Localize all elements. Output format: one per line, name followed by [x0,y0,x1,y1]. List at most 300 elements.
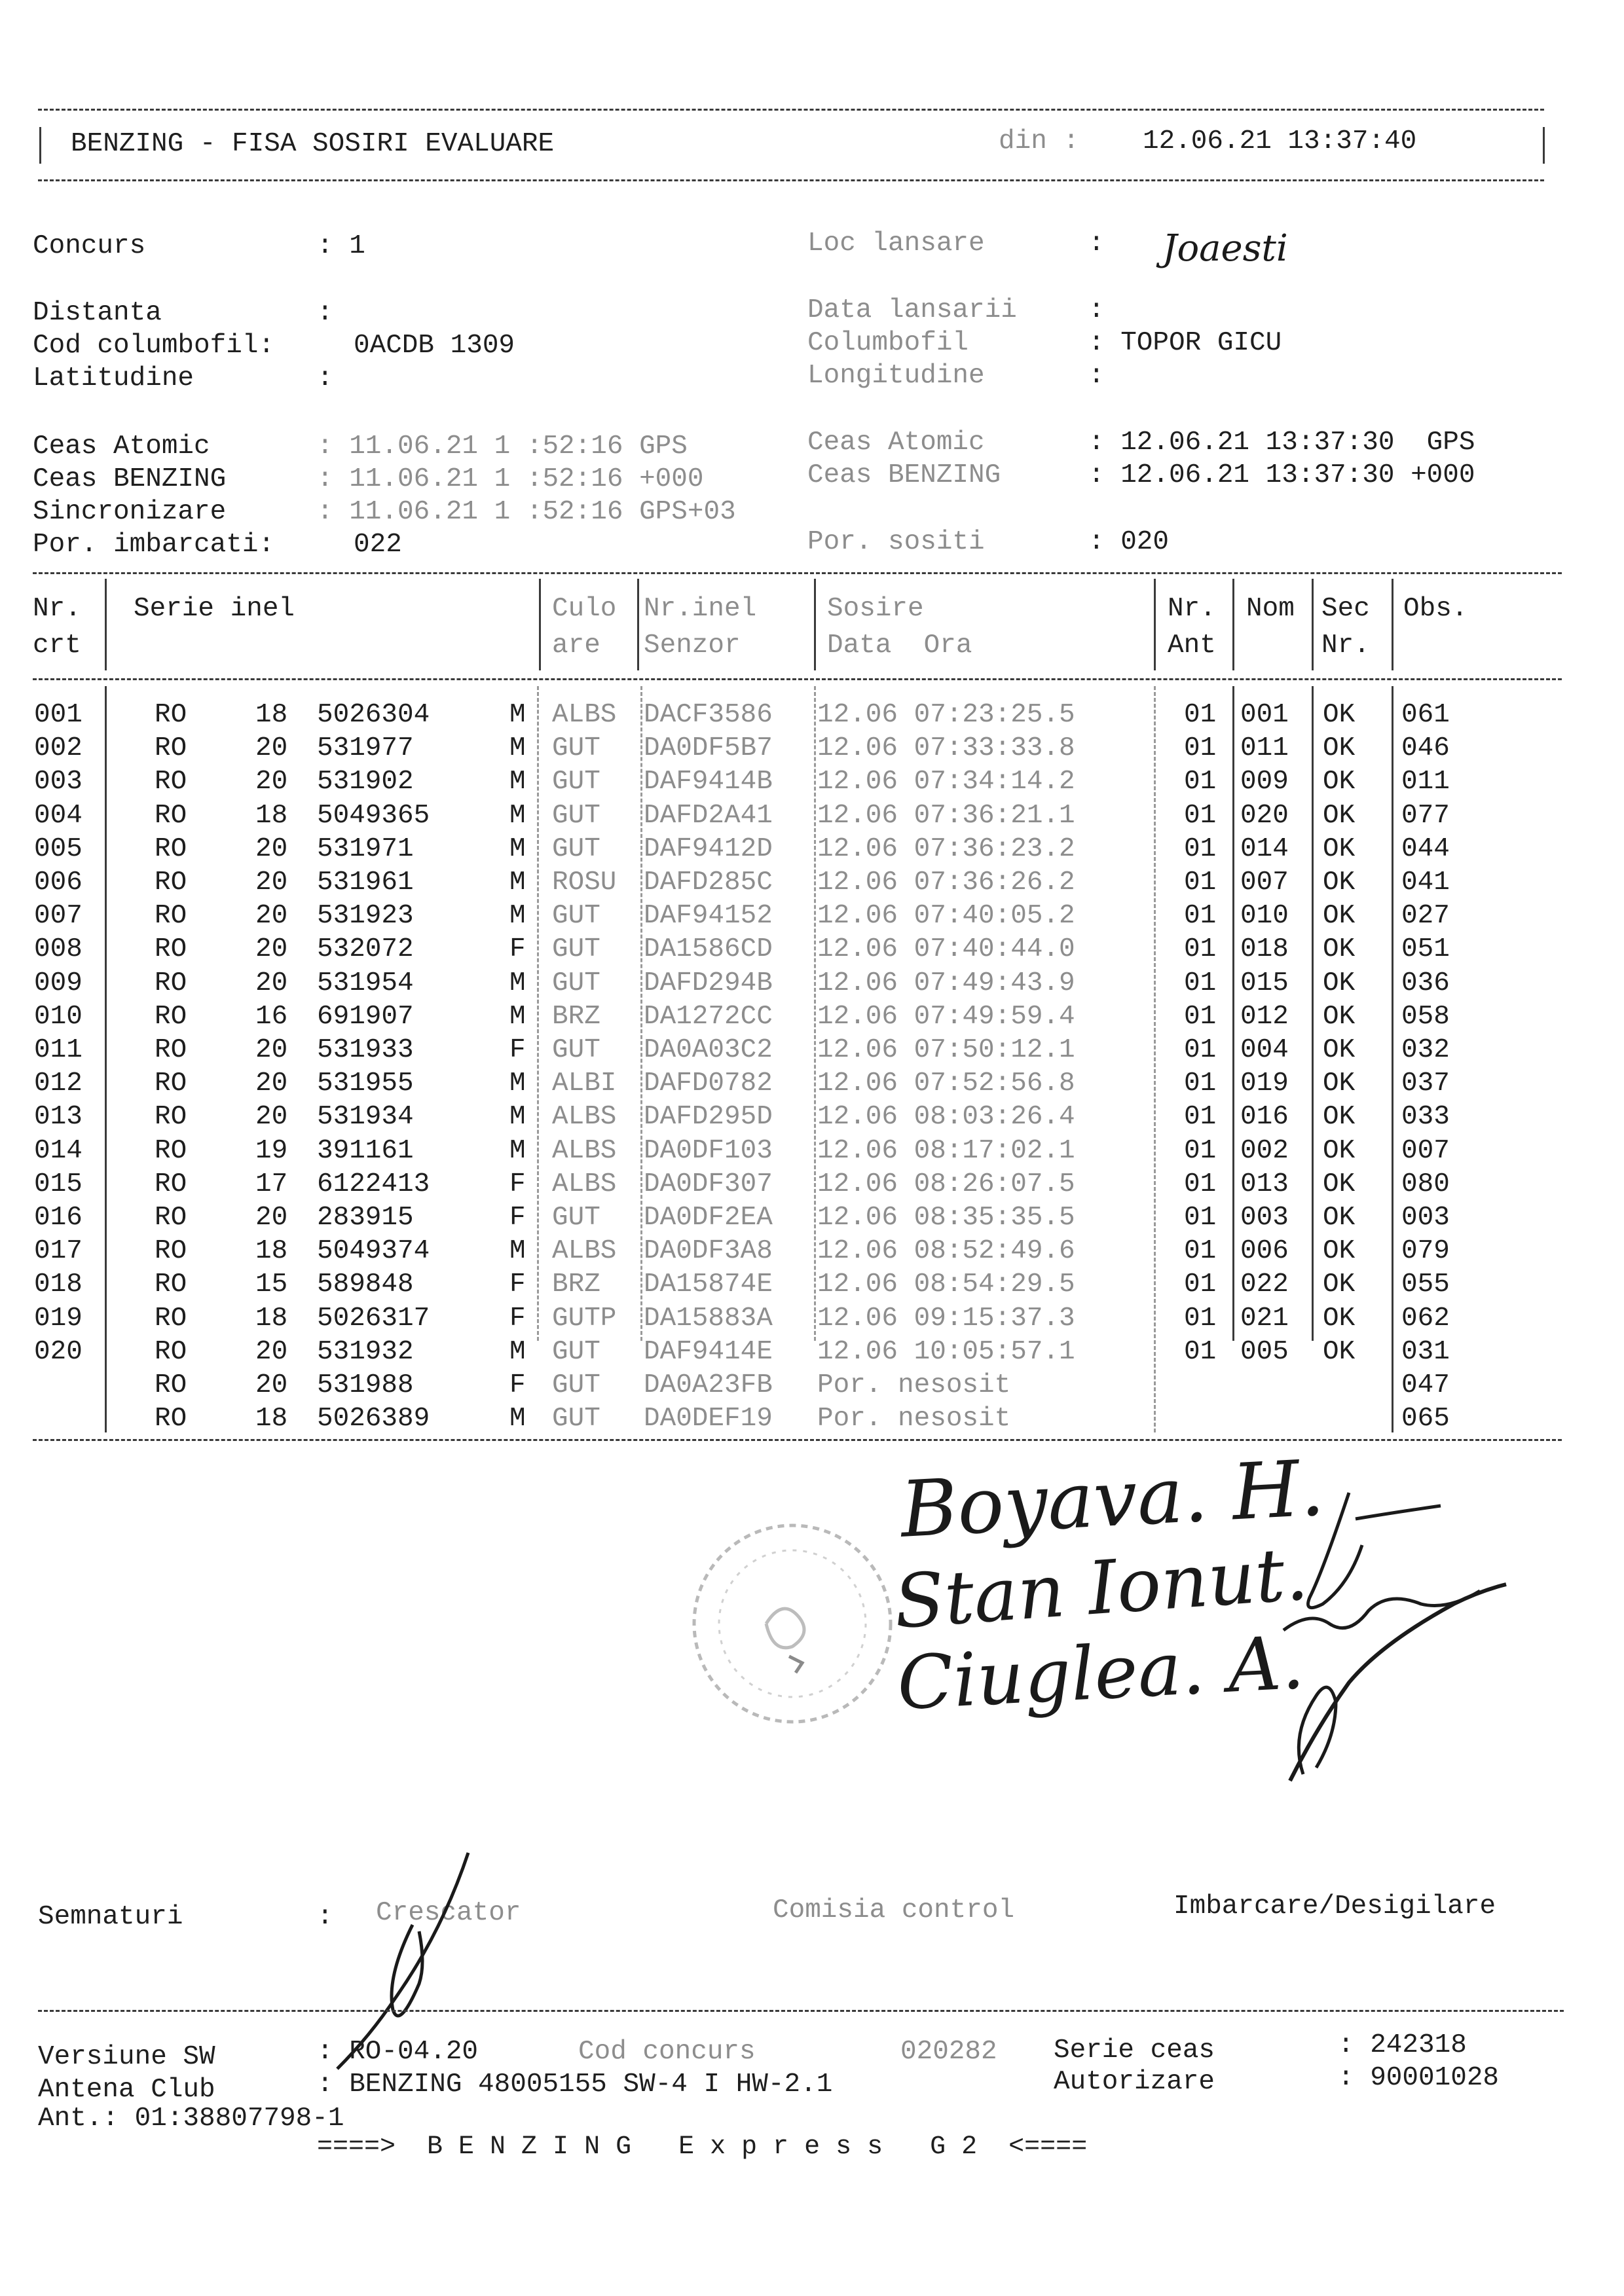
ceas-benzing-right-value: : 12.06.21 13:37:30 +000 [1088,460,1475,490]
row-sex: M [509,1136,526,1166]
row-culoare: ALBS [552,1169,617,1199]
row-culoare: ALBS [552,1136,617,1166]
row-sosire: 12.06 08:54:29.5 [817,1269,1075,1300]
row-sec: OK [1323,1169,1356,1199]
header-left-border [39,127,41,164]
row-tara: RO [155,934,187,964]
row-an: 20 [255,934,288,964]
row-obs: 027 [1401,901,1450,931]
row-senzor: DAF9412D [644,834,773,864]
col-sep-sec [1392,579,1393,670]
row-an: 20 [255,1035,288,1065]
row-sex: M [509,801,526,831]
row-sosire: 12.06 07:34:14.2 [817,767,1075,797]
row-obs: 080 [1401,1169,1450,1199]
row-obs: 037 [1401,1068,1450,1099]
row-tara: RO [155,1136,187,1166]
row-sex: M [509,834,526,864]
col-sep-sosire [1154,579,1156,670]
col-sep-sosire-body [814,686,816,1341]
col-header-crt: crt [33,630,81,661]
por-imbarcati-label: Por. imbarcati: [33,530,275,560]
row-an: 20 [255,901,288,931]
cod-columbofil-value: 0ACDB 1309 [354,331,515,361]
row-sosire: 12.06 07:33:33.8 [817,733,1075,763]
row-senzor: DA0DEF19 [644,1404,773,1434]
row-obs: 079 [1401,1236,1450,1266]
club-stamp [674,1506,910,1741]
row-obs: 062 [1401,1303,1450,1334]
row-tara: RO [155,1236,187,1266]
row-sec: OK [1323,767,1356,797]
row-nr: 010 [34,1002,83,1032]
row-inel: 531902 [317,767,414,797]
row-nom: 004 [1240,1035,1289,1065]
crescator-label: Crescator [376,1898,521,1928]
latitudine-label: Latitudine [33,363,194,393]
row-sosire: 12.06 08:35:35.5 [817,1203,1075,1233]
row-sec: OK [1323,1136,1356,1166]
col-header-nr-ant: Nr. [1168,594,1216,624]
row-sec: OK [1323,1303,1356,1334]
row-culoare: GUT [552,834,600,864]
row-obs: 077 [1401,801,1450,831]
antenna-id: Ant.: 01:38807798-1 [38,2104,344,2134]
row-ant: 01 [1184,767,1217,797]
row-sex: M [509,700,526,730]
col-sep-obs-body [1392,686,1393,1432]
row-culoare: ALBS [552,1102,617,1132]
data-lansarii-sep: : [1088,295,1105,325]
row-sex: F [509,1035,526,1065]
comisia-control-label: Comisia control [773,1895,1015,1925]
versiune-sw-label: Versiune SW [38,2042,215,2072]
row-culoare: ALBS [552,700,617,730]
row-nr: 014 [34,1136,83,1166]
row-obs: 051 [1401,934,1450,964]
row-ant: 01 [1184,968,1217,998]
row-inel: 5026389 [317,1404,430,1434]
header-bottom-border [38,179,1544,181]
row-sosire: 12.06 08:17:02.1 [817,1136,1075,1166]
row-ant: 01 [1184,934,1217,964]
row-obs: 061 [1401,700,1450,730]
cod-concurs-label: Cod concurs [578,2037,756,2067]
ceas-atomic-right-value: : 12.06.21 13:37:30 GPS [1088,428,1475,458]
row-ant: 01 [1184,700,1217,730]
row-ant: 01 [1184,1035,1217,1065]
row-sosire: Por. nesosit [817,1404,1011,1434]
row-tara: RO [155,901,187,931]
col-header-sec-nr: Nr. [1321,630,1370,661]
col-header-nom: Nom [1246,594,1295,624]
col-header-culoare-2: are [552,630,600,661]
row-nom: 013 [1240,1169,1289,1199]
table-top-border [33,572,1562,574]
footer-divider [38,2010,1564,2012]
row-an: 20 [255,834,288,864]
col-header-senzor: Senzor [644,630,741,661]
col-header-data-ora: Data Ora [827,630,972,661]
row-sec: OK [1323,1337,1356,1367]
header-top-border [38,109,1544,111]
row-inel: 531923 [317,901,414,931]
row-sosire: 12.06 07:40:05.2 [817,901,1075,931]
serie-ceas-value: : 242318 [1338,2030,1467,2060]
row-sec: OK [1323,1035,1356,1065]
row-tara: RO [155,1203,187,1233]
signature-scribbles [1244,1440,1572,1807]
row-culoare: ROSU [552,867,617,898]
col-header-sosire: Sosire [827,594,924,624]
row-nr: 013 [34,1102,83,1132]
row-an: 16 [255,1002,288,1032]
col-sep-senzor-body [640,686,642,1341]
row-tara: RO [155,1169,187,1199]
ceas-benzing-label: Ceas BENZING [33,464,227,494]
row-senzor: DA0DF5B7 [644,733,773,763]
row-ant: 01 [1184,801,1217,831]
row-nom: 021 [1240,1303,1289,1334]
signature-line-2: Stan Ionut. [891,1531,1311,1645]
row-ant: 01 [1184,1203,1217,1233]
row-sosire: 12.06 07:52:56.8 [817,1068,1075,1099]
antena-club-value: : BENZING 48005155 SW-4 I HW-2.1 [317,2069,833,2100]
row-obs: 011 [1401,767,1450,797]
row-nr: 008 [34,934,83,964]
row-culoare: BRZ [552,1269,600,1300]
row-obs: 003 [1401,1203,1450,1233]
row-sosire: 12.06 07:49:43.9 [817,968,1075,998]
row-nr: 004 [34,801,83,831]
row-ant: 01 [1184,834,1217,864]
row-tara: RO [155,867,187,898]
row-an: 20 [255,968,288,998]
versiune-sw-value: : RO-04.20 [317,2037,479,2067]
row-tara: RO [155,767,187,797]
antena-club-label: Antena Club [38,2075,215,2105]
row-sex: F [509,1203,526,1233]
row-inel: 531988 [317,1370,414,1400]
row-sosire: 12.06 08:03:26.4 [817,1102,1075,1132]
row-sec: OK [1323,801,1356,831]
row-nom: 002 [1240,1136,1289,1166]
row-nom: 022 [1240,1269,1289,1300]
row-ant: 01 [1184,1136,1217,1166]
row-an: 18 [255,700,288,730]
row-an: 20 [255,767,288,797]
row-obs: 047 [1401,1370,1450,1400]
row-tara: RO [155,1102,187,1132]
row-culoare: GUT [552,934,600,964]
autorizare-label: Autorizare [1054,2067,1215,2097]
row-tara: RO [155,801,187,831]
row-an: 18 [255,1236,288,1266]
row-an: 18 [255,1404,288,1434]
row-culoare: GUTP [552,1303,617,1334]
row-sec: OK [1323,934,1356,964]
row-tara: RO [155,1337,187,1367]
row-sex: M [509,867,526,898]
row-an: 17 [255,1169,288,1199]
row-nr: 019 [34,1303,83,1334]
row-sec: OK [1323,1236,1356,1266]
row-inel: 531954 [317,968,414,998]
row-culoare: GUT [552,767,600,797]
row-tara: RO [155,1002,187,1032]
row-nr: 018 [34,1269,83,1300]
row-culoare: GUT [552,1337,600,1367]
row-tara: RO [155,1370,187,1400]
row-nom: 005 [1240,1337,1289,1367]
col-sep-nr [105,579,107,670]
row-inel: 531961 [317,867,414,898]
col-sep-serie [539,579,541,670]
signature-line-3: Ciuglea. A. [895,1620,1306,1727]
row-sex: M [509,1068,526,1099]
row-sec: OK [1323,1068,1356,1099]
columbofil-value: : TOPOR GICU [1088,328,1282,358]
row-nom: 014 [1240,834,1289,864]
row-sex: M [509,1337,526,1367]
row-inel: 589848 [317,1269,414,1300]
row-nom: 018 [1240,934,1289,964]
row-senzor: DAFD295D [644,1102,773,1132]
data-lansarii-label: Data lansarii [807,295,1017,325]
row-culoare: GUT [552,1370,600,1400]
row-senzor: DAF94152 [644,901,773,931]
row-senzor: DA15883A [644,1303,773,1334]
row-an: 20 [255,1068,288,1099]
sincronizare-value: : 11.06.21 1 :52:16 GPS+03 [317,497,736,527]
row-sex: F [509,1370,526,1400]
row-senzor: DAFD0782 [644,1068,773,1099]
row-obs: 041 [1401,867,1450,898]
row-sex: F [509,1169,526,1199]
row-nom: 010 [1240,901,1289,931]
row-tara: RO [155,1068,187,1099]
row-nom: 006 [1240,1236,1289,1266]
col-sep-nr-body [105,686,107,1432]
concurs-label: Concurs [33,231,146,261]
row-inel: 531932 [317,1337,414,1367]
row-culoare: ALBS [552,1236,617,1266]
row-ant: 01 [1184,1303,1217,1334]
row-inel: 531934 [317,1102,414,1132]
row-sosire: Por. nesosit [817,1370,1011,1400]
row-inel: 5026304 [317,700,430,730]
row-nom: 020 [1240,801,1289,831]
loc-lansare-handwritten: Joaesti [1162,227,1288,270]
serie-ceas-label: Serie ceas [1054,2035,1215,2066]
row-obs: 065 [1401,1404,1450,1434]
ceas-atomic-start: : 11.06.21 1 :52:16 GPS [317,431,688,462]
row-nr: 017 [34,1236,83,1266]
semnaturi-label: Semnaturi [38,1902,183,1932]
autorizare-value: : 90001028 [1338,2063,1500,2093]
row-sex: M [509,1236,526,1266]
row-an: 20 [255,1102,288,1132]
row-senzor: DAFD294B [644,968,773,998]
row-culoare: GUT [552,968,600,998]
table-header-border [33,678,1562,680]
ceas-benzing-start: : 11.06.21 1 :52:16 +000 [317,464,704,494]
row-senzor: DAFD2A41 [644,801,773,831]
row-sec: OK [1323,867,1356,898]
row-obs: 058 [1401,1002,1450,1032]
row-sec: OK [1323,1269,1356,1300]
row-nr: 011 [34,1035,83,1065]
row-senzor: DA0A03C2 [644,1035,773,1065]
row-tara: RO [155,700,187,730]
ceas-atomic-right-label: Ceas Atomic [807,428,985,458]
imbarcare-desigilare-label: Imbarcare/Desigilare [1173,1891,1496,1922]
row-inel: 691907 [317,1002,414,1032]
row-sec: OK [1323,1002,1356,1032]
row-obs: 044 [1401,834,1450,864]
row-senzor: DAFD285C [644,867,773,898]
row-nr: 016 [34,1203,83,1233]
row-ant: 01 [1184,1337,1217,1367]
longitudine-label: Longitudine [807,361,985,391]
row-obs: 055 [1401,1269,1450,1300]
row-nr: 020 [34,1337,83,1367]
row-senzor: DA0DF307 [644,1169,773,1199]
row-sosire: 12.06 08:26:07.5 [817,1169,1075,1199]
row-inel: 5026317 [317,1303,430,1334]
row-senzor: DA15874E [644,1269,773,1300]
row-an: 20 [255,1203,288,1233]
cod-concurs-value: 020282 [900,2037,997,2067]
row-ant: 01 [1184,1236,1217,1266]
row-nr: 003 [34,767,83,797]
benzing-banner: ====> B E N Z I N G E x p r e s s G 2 <==== [317,2132,1088,2162]
col-sep-sec-body [1312,686,1314,1341]
din-label: din : [999,126,1080,156]
row-senzor: DA1586CD [644,934,773,964]
row-inel: 531955 [317,1068,414,1099]
row-sex: M [509,901,526,931]
row-sex: M [509,1002,526,1032]
row-tara: RO [155,733,187,763]
row-an: 19 [255,1136,288,1166]
row-obs: 046 [1401,733,1450,763]
row-inel: 531977 [317,733,414,763]
por-sositi-label: Por. sositi [807,527,985,557]
row-culoare: ALBI [552,1068,617,1099]
row-culoare: GUT [552,733,600,763]
loc-lansare-sep: : [1088,228,1105,259]
row-nom: 011 [1240,733,1289,763]
row-nr: 005 [34,834,83,864]
row-sex: M [509,1102,526,1132]
por-sositi-value: : 020 [1088,527,1170,557]
row-inel: 283915 [317,1203,414,1233]
distanta-label: Distanta [33,298,162,328]
col-sep-senzor [814,579,816,670]
header-right-border [1543,127,1545,164]
signature-line-1: Boyava. H. [898,1442,1327,1555]
row-sex: F [509,934,526,964]
col-sep-ant-body [1154,686,1156,1432]
concurs-value: : 1 [317,231,365,261]
row-nr: 002 [34,733,83,763]
row-culoare: GUT [552,1404,600,1434]
row-senzor: DACF3586 [644,700,773,730]
row-nom: 001 [1240,700,1289,730]
row-ant: 01 [1184,1269,1217,1300]
col-header-obs: Obs. [1403,594,1468,624]
row-nom: 009 [1240,767,1289,797]
columbofil-label: Columbofil [807,328,969,358]
row-nom: 019 [1240,1068,1289,1099]
row-nom: 007 [1240,867,1289,898]
row-an: 18 [255,1303,288,1334]
row-obs: 007 [1401,1136,1450,1166]
row-an: 20 [255,867,288,898]
row-senzor: DA1272CC [644,1002,773,1032]
row-sosire: 12.06 07:36:21.1 [817,801,1075,831]
row-nom: 015 [1240,968,1289,998]
row-tara: RO [155,1269,187,1300]
row-tara: RO [155,1035,187,1065]
sheet-title: BENZING - FISA SOSIRI EVALUARE [71,129,555,159]
row-sex: F [509,1269,526,1300]
row-inel: 6122413 [317,1169,430,1199]
row-nr: 012 [34,1068,83,1099]
row-culoare: BRZ [552,1002,600,1032]
row-nr: 007 [34,901,83,931]
row-sosire: 12.06 07:36:26.2 [817,867,1075,898]
row-sosire: 12.06 10:05:57.1 [817,1337,1075,1367]
row-sosire: 12.06 07:49:59.4 [817,1002,1075,1032]
semnaturi-sep: : [317,1902,333,1932]
row-an: 20 [255,1337,288,1367]
por-imbarcati-value: 022 [354,530,402,560]
row-culoare: GUT [552,1035,600,1065]
row-sex: M [509,733,526,763]
row-ant: 01 [1184,733,1217,763]
row-an: 20 [255,1370,288,1400]
longitudine-sep: : [1088,361,1105,391]
row-senzor: DA0DF103 [644,1136,773,1166]
row-inel: 532072 [317,934,414,964]
row-sosire: 12.06 09:15:37.3 [817,1303,1075,1334]
row-tara: RO [155,968,187,998]
col-header-nr-inel: Nr.inel [644,594,757,624]
row-culoare: GUT [552,1203,600,1233]
row-senzor: DA0DF2EA [644,1203,773,1233]
row-inel: 531971 [317,834,414,864]
row-nom: 012 [1240,1002,1289,1032]
row-sec: OK [1323,700,1356,730]
row-obs: 036 [1401,968,1450,998]
row-ant: 01 [1184,1002,1217,1032]
row-inel: 5049374 [317,1236,430,1266]
row-culoare: GUT [552,901,600,931]
distanta-value: : [317,298,333,328]
col-header-serie: Serie inel [134,594,295,624]
row-inel: 5049365 [317,801,430,831]
din-value: 12.06.21 13:37:40 [1143,126,1417,156]
row-inel: 391161 [317,1136,414,1166]
row-nom: 003 [1240,1203,1289,1233]
row-tara: RO [155,1404,187,1434]
row-sex: F [509,1303,526,1334]
row-ant: 01 [1184,867,1217,898]
col-header-nr: Nr. [33,594,81,624]
sincronizare-label: Sincronizare [33,497,227,527]
